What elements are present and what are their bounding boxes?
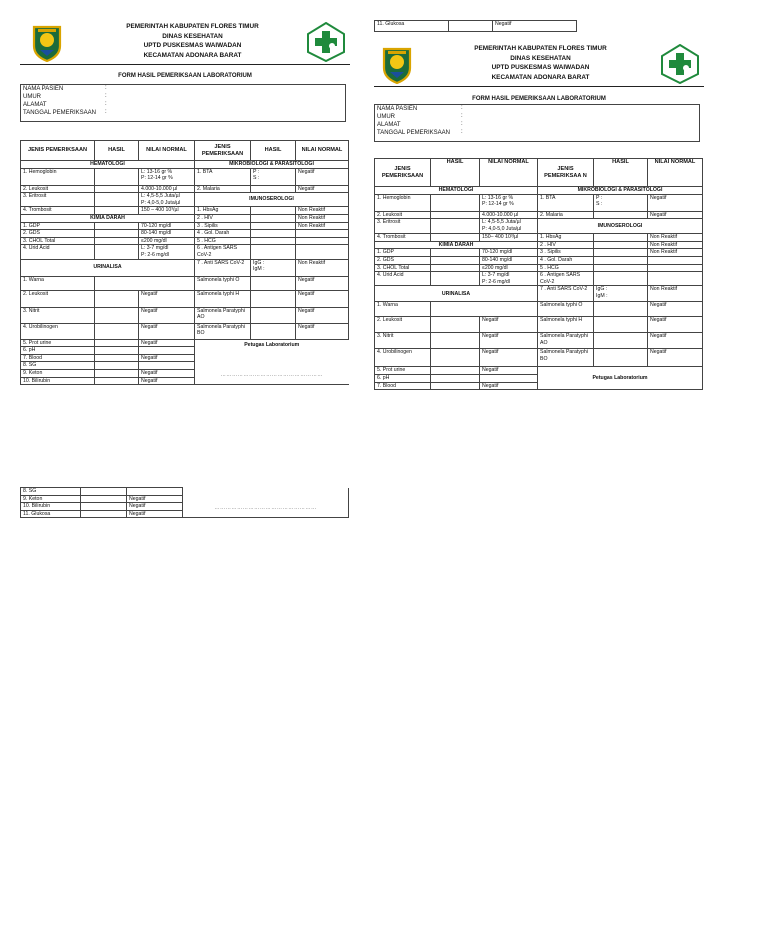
test-name: 8. SG — [21, 488, 81, 496]
colon: : — [105, 109, 107, 115]
test-name: 2. GDS — [21, 230, 95, 238]
header-line-2: DINAS KESEHATAN — [162, 32, 223, 40]
normal-value: Negatif — [648, 317, 703, 333]
test-name: 9. Keton — [21, 495, 81, 503]
test-name: Salmonela Paratyphi BO — [195, 323, 251, 339]
form-title: FORM HASIL PEMERIKSAAN LABORATORIUM — [118, 73, 252, 79]
result-cell[interactable] — [95, 230, 139, 238]
signature-label: Petugas Laboratorium — [592, 375, 648, 382]
result-cell[interactable] — [594, 349, 648, 367]
normal-value: 70-120 mg/dl — [139, 222, 195, 230]
col-jenis: JENIS PEMERIKSAAN — [375, 159, 431, 187]
result-cell[interactable] — [95, 354, 139, 362]
result-cell[interactable] — [251, 276, 296, 290]
result-cell[interactable] — [251, 290, 296, 307]
result-cell[interactable] — [95, 193, 139, 207]
test-name: 1. Hemoglobin — [375, 194, 431, 211]
test-name: 5 . HCG — [538, 264, 594, 272]
normal-value — [127, 488, 183, 496]
section-imunoserologi: IMUNOSEROLOGI — [538, 219, 703, 234]
regency-emblem-icon — [30, 24, 64, 62]
normal-value: L: 13-16 gr % P: 12-14 gr % — [480, 194, 538, 211]
normal-value: Negatif — [480, 333, 538, 349]
test-name: Salmonela typhi H — [538, 317, 594, 333]
result-cell[interactable] — [251, 222, 296, 230]
normal-value — [480, 374, 538, 382]
normal-value: Negatif — [480, 367, 538, 375]
overflow-table-right-top — [374, 20, 577, 32]
signature-line: ……………………………………………… — [214, 504, 317, 511]
result-cell[interactable] — [251, 245, 296, 259]
result-cell[interactable] — [95, 222, 139, 230]
normal-value: Negatif — [139, 290, 195, 307]
result-cell[interactable] — [431, 374, 480, 382]
result-cell[interactable] — [81, 488, 127, 496]
normal-value: Non Reaktif — [296, 214, 349, 222]
col-hasil: HASIL — [251, 141, 296, 161]
patient-identity-box — [20, 84, 346, 122]
result-cell[interactable] — [81, 495, 127, 503]
col-jenis: JENIS PEMERIKSAA N — [538, 159, 594, 187]
test-name: 2. Malaria — [538, 211, 594, 219]
section-hematologi: HEMATOLOGI — [21, 161, 195, 169]
patient-age-label: UMUR — [23, 94, 41, 100]
test-name: 1. HbsAg — [538, 234, 594, 242]
header-line-4: KECAMATAN ADONARA BARAT — [491, 73, 590, 81]
test-name: 7 . Anti SARS CoV-2 — [195, 259, 251, 276]
test-name: 1. GDP — [21, 222, 95, 230]
result-cell[interactable] — [95, 369, 139, 377]
colon: : — [461, 105, 463, 111]
normal-value: Non Reaktif — [648, 249, 703, 257]
patient-name-label: NAMA PASIEN — [377, 106, 418, 112]
regency-emblem-icon — [380, 46, 414, 84]
result-cell[interactable] — [594, 317, 648, 333]
test-name: Salmonela typhi O — [195, 276, 251, 290]
result-cell[interactable] — [431, 317, 480, 333]
normal-value: L: 3-7 mg/dl P: 2-6 mg/dl — [139, 245, 195, 259]
section-imunoserologi: IMUNOSEROLOGI — [195, 193, 349, 207]
normal-value: Negatif — [139, 307, 195, 323]
result-cell[interactable] — [95, 362, 139, 370]
normal-value: 4.000-10.000 µl — [480, 211, 538, 219]
normal-value: L: 3-7 mg/dl P: 2-6 mg/dl — [480, 272, 538, 286]
test-name: 8. SG — [21, 362, 95, 370]
normal-value: Non Reaktif — [648, 234, 703, 242]
header-divider — [374, 86, 704, 87]
test-name: 10. Bilirubin — [21, 503, 81, 511]
test-name: 4 . Gol. Darah — [195, 230, 251, 238]
result-cell[interactable] — [431, 349, 480, 367]
test-name: 3 . Sipilis — [538, 249, 594, 257]
normal-value: Negatif — [127, 503, 183, 511]
normal-value — [296, 237, 349, 245]
section-kimia-darah: KIMIA DARAH — [375, 241, 538, 249]
result-cell[interactable] — [594, 241, 648, 249]
result-cell[interactable] — [95, 245, 139, 259]
normal-value: ≤200 mg/dl — [480, 264, 538, 272]
result-cell[interactable] — [431, 382, 480, 390]
test-name: 5. Prot urine — [375, 367, 431, 375]
signature-area — [183, 488, 349, 518]
normal-value: Non Reaktif — [296, 259, 349, 276]
normal-value: Negatif — [296, 323, 349, 339]
result-cell[interactable] — [95, 168, 139, 185]
test-name: 1. BTA — [195, 168, 251, 185]
result-cell[interactable] — [431, 333, 480, 349]
header-line-1: PEMERINTAH KABUPATEN FLORES TIMUR — [474, 45, 607, 52]
col-hasil: HASIL — [431, 159, 480, 187]
normal-value: ≤200 mg/dl — [139, 237, 195, 245]
test-name: 10. Bilirubin — [21, 377, 95, 385]
normal-value: 150 – 400 10³/µl — [139, 207, 195, 215]
col-nilai: NILAI NORMAL — [648, 159, 703, 187]
result-cell[interactable]: P : S : — [251, 168, 296, 185]
normal-value: Negatif — [296, 307, 349, 323]
signature-area — [538, 367, 703, 390]
signature-label: Petugas Laboratorium — [244, 341, 300, 348]
col-nilai: NILAI NORMAL — [480, 159, 538, 187]
signature-line: ……………………………………………… — [220, 372, 323, 379]
result-cell[interactable]: P : S : — [594, 194, 648, 211]
normal-value: Negatif — [480, 349, 538, 367]
normal-value — [296, 245, 349, 259]
result-cell[interactable] — [431, 264, 480, 272]
patient-address-label: ALAMAT — [23, 102, 47, 108]
test-name: 2. Leukosit — [21, 185, 95, 193]
result-cell[interactable] — [251, 185, 296, 193]
result-cell[interactable] — [251, 207, 296, 215]
result-cell[interactable] — [431, 302, 538, 317]
test-name: 6 . Antigen SARS CoV-2 — [195, 245, 251, 259]
result-cell[interactable] — [431, 249, 480, 257]
patient-address-label: ALAMAT — [377, 122, 401, 128]
test-name: Salmonela Paratyphi AO — [538, 333, 594, 349]
result-cell[interactable] — [431, 256, 480, 264]
test-name: Salmonela typhi O — [538, 302, 594, 317]
result-cell[interactable] — [95, 185, 139, 193]
normal-value — [296, 230, 349, 238]
result-cell[interactable] — [594, 302, 648, 317]
normal-value: 4.000-10.000 µl — [139, 185, 195, 193]
colon: : — [461, 113, 463, 119]
normal-value: Negatif — [493, 21, 577, 32]
result-cell[interactable] — [95, 290, 139, 307]
lab-results-table-left — [20, 140, 349, 385]
test-name: 1. HbsAg — [195, 207, 251, 215]
normal-value: Non Reaktif — [648, 286, 703, 302]
test-name: 1. Warna — [375, 302, 431, 317]
normal-value: Negatif — [648, 302, 703, 317]
section-mikrobiologi: MIKROBIOLOGI & PARASITOLOGI — [195, 161, 349, 169]
result-cell[interactable] — [594, 333, 648, 349]
col-jenis: JENIS PEMERIKSAAN — [21, 141, 95, 161]
result-cell[interactable] — [95, 347, 139, 355]
result-cell[interactable] — [95, 377, 139, 385]
normal-value: 80-140 mg/dl — [480, 256, 538, 264]
test-name: 2. Leukosit — [21, 290, 95, 307]
normal-value — [648, 272, 703, 286]
result-cell[interactable] — [594, 211, 648, 219]
test-name: 4 . Gol. Darah — [538, 256, 594, 264]
col-hasil: HASIL — [95, 141, 139, 161]
normal-value: 150– 400 10³/µl — [480, 234, 538, 242]
normal-value: Negatif — [296, 185, 349, 193]
header-line-1: PEMERINTAH KABUPATEN FLORES TIMUR — [126, 23, 259, 30]
result-cell[interactable] — [95, 276, 195, 290]
result-cell[interactable] — [431, 367, 480, 375]
header-line-3: UPTD PUSKESMAS WAIWADAN — [143, 42, 242, 49]
result-cell[interactable] — [594, 272, 648, 286]
test-name: 2. Malaria — [195, 185, 251, 193]
test-name: 4. Urid Acid — [21, 245, 95, 259]
test-name: 1. BTA — [538, 194, 594, 211]
test-name: 7. Blood — [21, 354, 95, 362]
result-cell[interactable] — [95, 207, 139, 215]
normal-value: 70-120 mg/dl — [480, 249, 538, 257]
normal-value: Negatif — [648, 333, 703, 349]
header-line-4: KECAMATAN ADONARA BARAT — [143, 51, 242, 59]
test-name: 4. Trombosit — [21, 207, 95, 215]
test-name: 7. Blood — [375, 382, 431, 390]
overflow-table-left — [20, 487, 349, 518]
test-name: Salmonela Paratyphi BO — [538, 349, 594, 367]
colon: : — [105, 101, 107, 107]
normal-value: Negatif — [139, 323, 195, 339]
agency-header — [428, 44, 653, 82]
test-name: 3 . Sipilis — [195, 222, 251, 230]
normal-value: Non Reaktif — [648, 241, 703, 249]
test-name: 2. Leukosit — [375, 211, 431, 219]
normal-value: Non Reaktif — [296, 207, 349, 215]
normal-value — [648, 264, 703, 272]
result-cell[interactable] — [431, 234, 480, 242]
test-name: 11. Glukosa — [375, 21, 449, 32]
result-cell[interactable] — [431, 272, 480, 286]
col-hasil: HASIL — [594, 159, 648, 187]
test-name: Salmonela Paratyphi AO — [195, 307, 251, 323]
result-cell[interactable] — [251, 323, 296, 339]
col-jenis: JENIS PEMERIKSAAN — [195, 141, 251, 161]
test-name: 6 . Antigen SARS CoV-2 — [538, 272, 594, 286]
section-hematologi: HEMATOLOGI — [375, 187, 538, 195]
test-name: Salmonela typhi H — [195, 290, 251, 307]
result-cell[interactable] — [95, 307, 139, 323]
section-mikrobiologi: MIKROBIOLOGI & PARASITOLOGI — [538, 187, 703, 195]
result-cell[interactable] — [81, 510, 127, 518]
test-name: 4. Urobilinogen — [375, 349, 431, 367]
result-cell[interactable] — [95, 323, 139, 339]
result-cell[interactable] — [81, 503, 127, 511]
test-name: 6. pH — [21, 347, 95, 355]
result-cell[interactable] — [594, 234, 648, 242]
health-cross-logo-icon — [660, 44, 700, 84]
col-nilai: NILAI NORMAL — [296, 141, 349, 161]
colon: : — [461, 129, 463, 135]
normal-value: Negatif — [127, 495, 183, 503]
result-cell[interactable] — [431, 194, 480, 211]
test-name: 5. Prot urine — [21, 339, 95, 347]
normal-value: Negatif — [480, 317, 538, 333]
normal-value: Negatif — [139, 339, 195, 347]
normal-value: Negatif — [296, 276, 349, 290]
header-line-3: UPTD PUSKESMAS WAIWADAN — [491, 64, 590, 71]
result-cell[interactable] — [449, 21, 493, 32]
normal-value: Negatif — [127, 510, 183, 518]
normal-value: L: 13-16 gr % P: 12-14 gr % — [139, 168, 195, 185]
normal-value: Negatif — [648, 194, 703, 211]
test-name: 5 . HCG — [195, 237, 251, 245]
result-cell[interactable] — [594, 249, 648, 257]
test-name: 3. Nitrit — [21, 307, 95, 323]
result-cell[interactable]: IgG : IgM : — [251, 259, 296, 276]
test-name: 1. Warna — [21, 276, 95, 290]
normal-value: Negatif — [139, 354, 195, 362]
section-urinalisa: URINALISA — [375, 286, 538, 302]
test-name: 3. Eritrosit — [375, 219, 431, 234]
normal-value: Non Reaktif — [296, 222, 349, 230]
normal-value: Negatif — [648, 349, 703, 367]
result-cell[interactable] — [95, 339, 139, 347]
normal-value: Negatif — [296, 168, 349, 185]
result-cell[interactable] — [431, 219, 480, 234]
exam-date-label: TANGGAL PEMERIKSAAN — [377, 130, 451, 136]
section-urinalisa: URINALISA — [21, 259, 195, 276]
colon: : — [461, 121, 463, 127]
normal-value: Negatif — [480, 382, 538, 390]
test-name: 4. Urid Acid — [375, 272, 431, 286]
normal-value: Negatif — [648, 211, 703, 219]
header-divider — [20, 64, 350, 65]
normal-value — [139, 347, 195, 355]
test-name: 7 . Anti SARS CoV-2 — [538, 286, 594, 302]
result-cell[interactable]: IgG : IgM : — [594, 286, 648, 302]
test-name: 2 . HIV — [195, 214, 251, 222]
patient-identity-box — [374, 104, 700, 142]
result-cell[interactable] — [594, 264, 648, 272]
normal-value: Negatif — [296, 290, 349, 307]
test-name: 2. Leukosit — [375, 317, 431, 333]
result-cell[interactable] — [95, 237, 139, 245]
test-name: 11. Glukosa — [21, 510, 81, 518]
test-name: 3. Eritrosit — [21, 193, 95, 207]
normal-value: L: 4,5-5,5 Juta/µl P: 4,0-5,0 Juta/µl — [139, 193, 195, 207]
result-cell[interactable] — [251, 307, 296, 323]
test-name: 3. Nitrit — [375, 333, 431, 349]
colon: : — [105, 85, 107, 91]
patient-name-label: NAMA PASIEN — [23, 86, 64, 92]
normal-value — [139, 362, 195, 370]
colon: : — [105, 93, 107, 99]
result-cell[interactable] — [251, 237, 296, 245]
result-cell[interactable] — [594, 256, 648, 264]
test-name: 3. CHOL Total — [375, 264, 431, 272]
lab-results-table-right — [374, 158, 703, 390]
form-title: FORM HASIL PEMERIKSAAN LABORATORIUM — [472, 96, 606, 102]
test-name: 3. CHOL Total — [21, 237, 95, 245]
normal-value: Negatif — [139, 377, 195, 385]
exam-date-label: TANGGAL PEMERIKSAAN — [23, 110, 97, 116]
test-name: 6. pH — [375, 374, 431, 382]
normal-value: L: 4,5-5,5 Juta/µl P: 4,0-5,0 Juta/µl — [480, 219, 538, 234]
normal-value — [648, 256, 703, 264]
test-name: 2. GDS — [375, 256, 431, 264]
normal-value: 80-140 mg/dl — [139, 230, 195, 238]
patient-age-label: UMUR — [377, 114, 395, 120]
health-cross-logo-icon — [306, 22, 346, 62]
test-name: 2 . HIV — [538, 241, 594, 249]
col-nilai: NILAI NORMAL — [139, 141, 195, 161]
section-kimia-darah: KIMIA DARAH — [21, 214, 195, 222]
result-cell[interactable] — [251, 214, 296, 222]
agency-header — [80, 22, 305, 60]
signature-area — [195, 339, 349, 385]
result-cell[interactable] — [431, 211, 480, 219]
test-name: 4. Urobilinogen — [21, 323, 95, 339]
header-line-2: DINAS KESEHATAN — [510, 54, 571, 62]
test-name: 1. GDP — [375, 249, 431, 257]
test-name: 4. Trombosit — [375, 234, 431, 242]
test-name: 9. Keton — [21, 369, 95, 377]
test-name: 1. Hemoglobin — [21, 168, 95, 185]
result-cell[interactable] — [251, 230, 296, 238]
normal-value: Negatif — [139, 369, 195, 377]
